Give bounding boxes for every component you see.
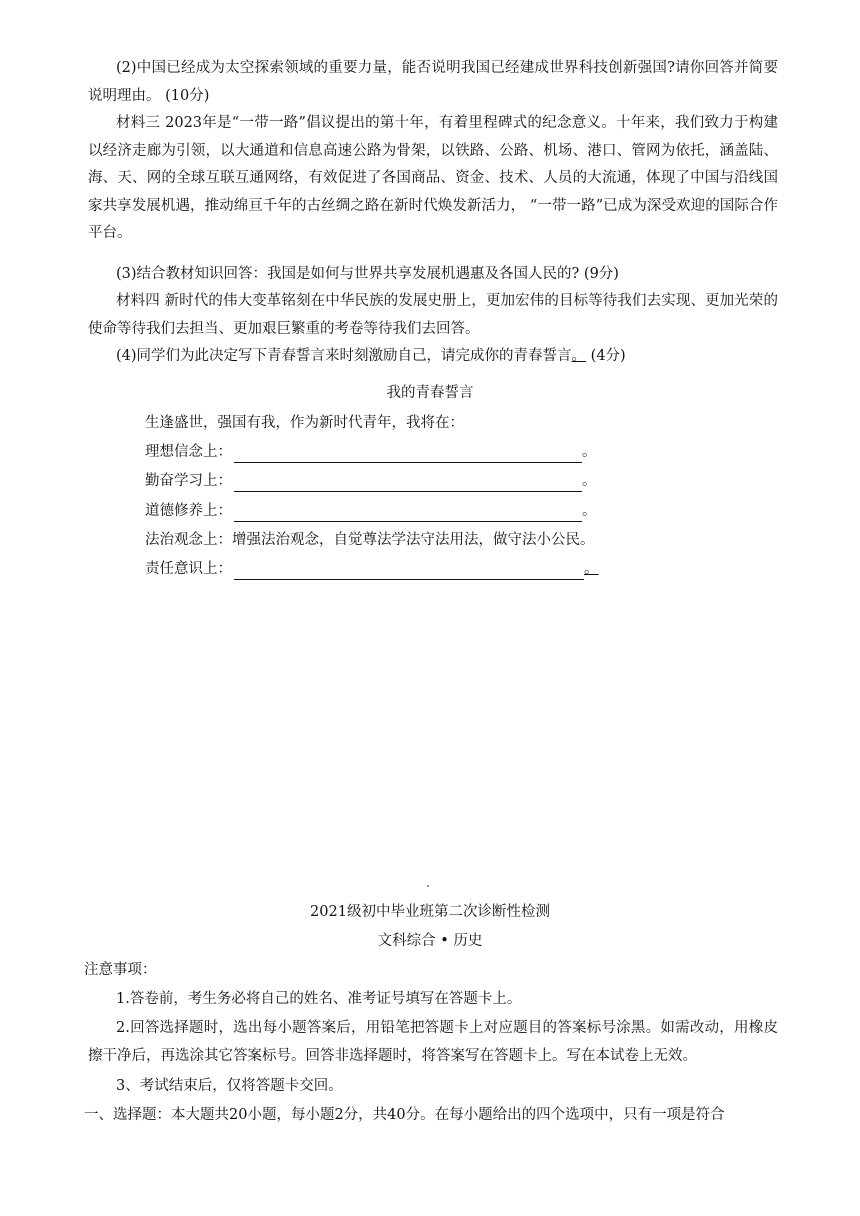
stray-dot	[427, 885, 429, 887]
material-4: 材料四 新时代的伟大变革铭刻在中华民族的发展史册上，更加宏伟的目标等待我们去实现、更加光荣的使命等待我们去担当、更加艰巨繁重的考卷等待我们去回答。	[88, 293, 778, 337]
notice-item-3: 3、考试结束后，仅将答题卡交回。	[116, 1078, 343, 1094]
oath-title: 我的青春誓言	[386, 385, 474, 401]
answer-blank[interactable]	[234, 563, 584, 580]
oath-label: 责任意识上：	[145, 561, 232, 577]
question-4	[88, 343, 778, 371]
oath-label: 理想信念上：	[145, 444, 232, 460]
oath-filled-value: 增强法治观念，自觉尊法学法守法用法，做守法小公民。	[232, 532, 595, 548]
answer-blank[interactable]	[234, 505, 582, 522]
oath-line-responsibility: 责任意识上： 。	[145, 558, 599, 580]
notice-item-2: 2.回答选择题时，选出每小题答案后，用铅笔把答题卡上对应题目的答案标号涂黑。如需改动，用橡皮擦干净后，再选涂其它答案标号。回答非选择题时，将答案写在答题卡上。写在本试卷上无效。	[88, 1020, 778, 1064]
oath-intro: 生逢盛世，强国有我，作为新时代青年，我将在：	[145, 415, 464, 431]
question-4-end: 。	[571, 348, 587, 364]
material-3: 材料三 2023年是“一带一路”倡议提出的第十年，有着里程碑式的纪念意义。十年来，我们致力于构建以经济走廊为引领，以大通道和信息高速公路为骨架，以铁路、公路、机场、港口、管网为依托，涵盖陆、海、天、网的全球互联互通网络，有效促进了各国商品、资金、技术、人员的大流通，体现了中国与沿线国家共享发展机遇，推动绵亘千年的古丝绸之路在新时代焕发新活力， “一带一路”已成为深受欢迎的国际合作平台。	[88, 115, 778, 241]
section-1-heading: 一、选择题：本大题共20小题，每小题2分，共40分。在每小题给出的四个选项中，只有一项是符合	[84, 1107, 725, 1123]
oath-label: 勤奋学习上：	[145, 473, 232, 489]
notice-heading: 注意事项：	[84, 962, 157, 978]
oath-line-study: 勤奋学习上： 。	[145, 470, 597, 492]
oath-label: 道德修养上：	[145, 503, 232, 519]
notice-item-1: 1.答卷前，考生务必将自己的姓名、准考证号填写在答题卡上。	[116, 991, 522, 1007]
oath-line-morality: 道德修养上： 。	[145, 500, 597, 522]
answer-blank[interactable]	[234, 475, 582, 492]
oath-label: 法治观念上：	[145, 532, 232, 548]
question-4-score: (4分)	[590, 348, 626, 364]
question-2	[88, 55, 778, 110]
oath-line-law	[145, 529, 595, 551]
exam-title: 2021级初中毕业班第二次诊断性检测	[310, 904, 550, 920]
exam-subtitle: 文科综合 • 历史	[377, 933, 483, 949]
question-2-text: (2)中国已经成为太空探索领域的重要力量，能否说明我国已经建成世界科技创新强国?请你回答并简要说明理由。	[88, 60, 778, 104]
oath-line-ideals: 理想信念上： 。	[145, 441, 597, 463]
question-3: (3)结合教材知识回答：我国是如何与世界共享发展机遇惠及各国人民的? (9分)	[116, 266, 619, 282]
question-2-score: (10分)	[165, 87, 210, 104]
answer-blank[interactable]	[234, 446, 582, 463]
question-4-text: (4)同学们为此决定写下青春誓言来时刻激励自己，请完成你的青春誓言	[116, 348, 572, 364]
